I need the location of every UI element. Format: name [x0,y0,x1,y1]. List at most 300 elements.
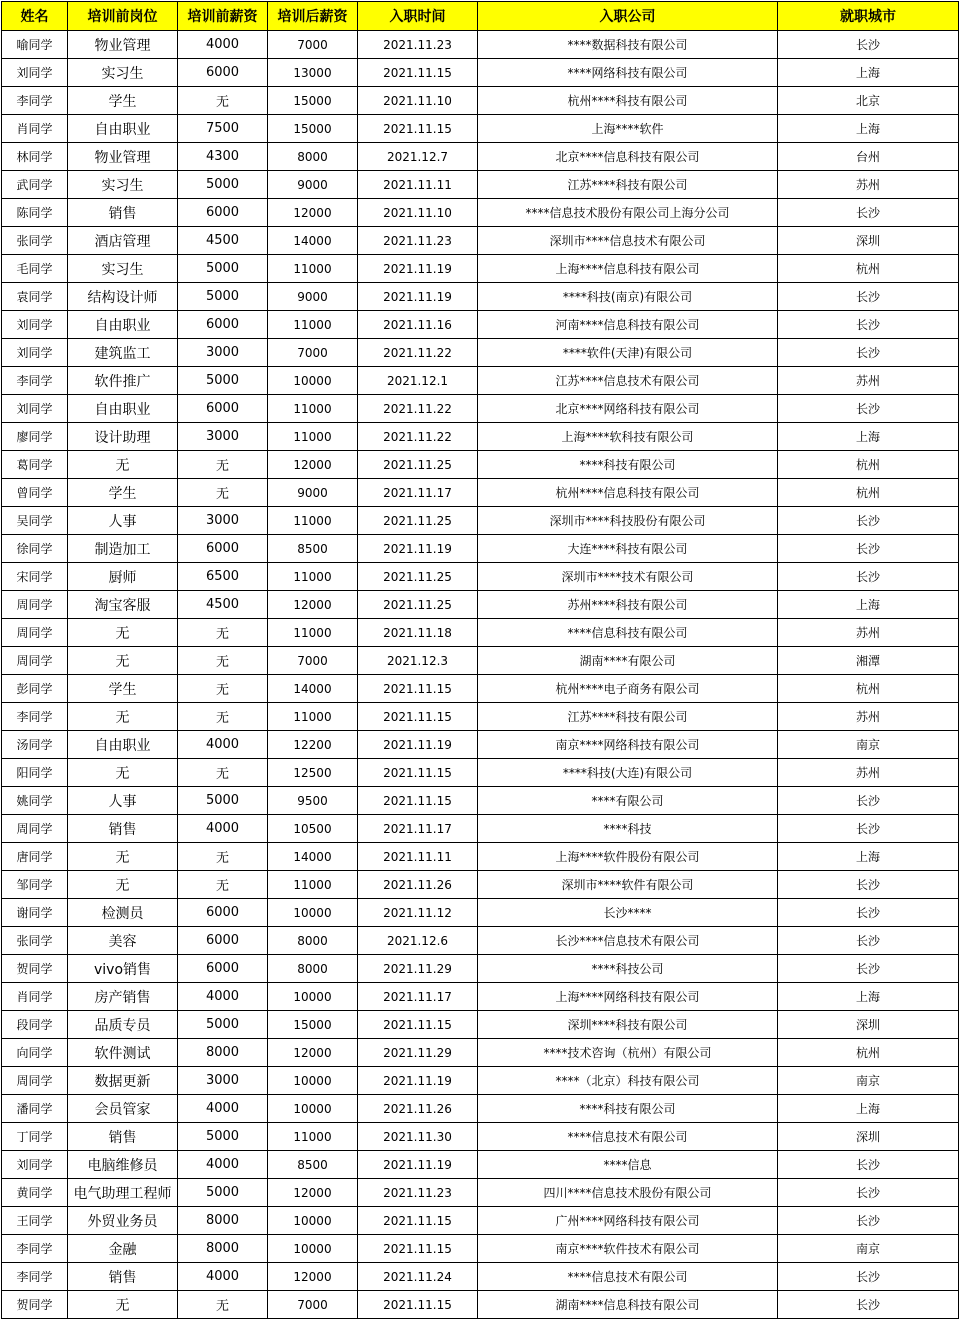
cell-company: ****有限公司 [478,787,778,815]
cell-company: 上海****网络科技有限公司 [478,983,778,1011]
cell-city: 深圳 [778,1011,959,1039]
cell-hire-date: 2021.11.11 [358,171,478,199]
cell-new-salary: 14000 [268,227,358,255]
cell-hire-date: 2021.11.22 [358,339,478,367]
cell-prev-salary: 6000 [178,955,268,983]
cell-prev-position: 销售 [68,815,178,843]
cell-new-salary: 10000 [268,1095,358,1123]
cell-company: 长沙****信息技术有限公司 [478,927,778,955]
table-row [2,1011,959,1039]
cell-hire-date: 2021.12.3 [358,647,478,675]
cell-company: 四川****信息技术股份有限公司 [478,1179,778,1207]
cell-prev-salary: 4000 [178,31,268,59]
cell-prev-position: 酒店管理 [68,227,178,255]
cell-company: 深圳****科技有限公司 [478,1011,778,1039]
cell-company: ****（北京）科技有限公司 [478,1067,778,1095]
cell-prev-salary: 无 [178,1291,268,1319]
cell-new-salary: 8000 [268,927,358,955]
cell-name: 林同学 [2,143,68,171]
cell-city: 长沙 [778,507,959,535]
cell-hire-date: 2021.11.24 [358,1263,478,1291]
cell-hire-date: 2021.11.17 [358,815,478,843]
cell-new-salary: 12000 [268,1179,358,1207]
cell-name: 武同学 [2,171,68,199]
cell-new-salary: 12000 [268,1263,358,1291]
cell-prev-salary: 5000 [178,367,268,395]
cell-company: 江苏****信息技术有限公司 [478,367,778,395]
cell-name: 喻同学 [2,31,68,59]
cell-new-salary: 15000 [268,1011,358,1039]
cell-company: 杭州****信息科技有限公司 [478,479,778,507]
cell-city: 长沙 [778,1207,959,1235]
cell-hire-date: 2021.11.15 [358,787,478,815]
cell-prev-salary: 4000 [178,983,268,1011]
cell-name: 张同学 [2,927,68,955]
cell-hire-date: 2021.11.25 [358,591,478,619]
table-row [2,647,959,675]
cell-new-salary: 11000 [268,311,358,339]
cell-name: 廖同学 [2,423,68,451]
cell-city: 长沙 [778,339,959,367]
cell-hire-date: 2021.11.17 [358,479,478,507]
cell-prev-position: 无 [68,843,178,871]
cell-prev-position: 无 [68,759,178,787]
table-row [2,787,959,815]
cell-new-salary: 15000 [268,87,358,115]
table-row [2,1067,959,1095]
cell-new-salary: 11000 [268,563,358,591]
cell-prev-salary: 3000 [178,423,268,451]
cell-company: 杭州****电子商务有限公司 [478,675,778,703]
table-row [2,199,959,227]
cell-hire-date: 2021.11.30 [358,1123,478,1151]
cell-hire-date: 2021.11.25 [358,563,478,591]
header-prev-salary: 培训前薪资 [178,2,268,31]
cell-name: 周同学 [2,815,68,843]
cell-prev-position: 人事 [68,787,178,815]
cell-prev-position: 软件推广 [68,367,178,395]
cell-new-salary: 11000 [268,255,358,283]
cell-city: 长沙 [778,563,959,591]
cell-prev-salary: 4500 [178,591,268,619]
cell-city: 上海 [778,59,959,87]
cell-prev-salary: 7500 [178,115,268,143]
cell-name: 彭同学 [2,675,68,703]
cell-name: 周同学 [2,591,68,619]
header-name: 姓名 [2,2,68,31]
cell-prev-position: 学生 [68,479,178,507]
table-row [2,1207,959,1235]
cell-new-salary: 10000 [268,1207,358,1235]
cell-prev-salary: 8000 [178,1207,268,1235]
cell-new-salary: 11000 [268,423,358,451]
table-row [2,899,959,927]
cell-company: ****科技公司 [478,955,778,983]
cell-prev-position: 学生 [68,87,178,115]
cell-prev-salary: 4300 [178,143,268,171]
cell-new-salary: 12200 [268,731,358,759]
cell-prev-salary: 5000 [178,1011,268,1039]
cell-prev-salary: 5000 [178,283,268,311]
cell-hire-date: 2021.11.12 [358,899,478,927]
cell-prev-position: 实习生 [68,171,178,199]
cell-new-salary: 14000 [268,675,358,703]
table-row [2,591,959,619]
cell-company: ****信息科技有限公司 [478,619,778,647]
cell-prev-salary: 5000 [178,1123,268,1151]
header-city: 就职城市 [778,2,959,31]
cell-new-salary: 8500 [268,535,358,563]
cell-new-salary: 12500 [268,759,358,787]
cell-company: ****技术咨询（杭州）有限公司 [478,1039,778,1067]
cell-company: 南京****软件技术有限公司 [478,1235,778,1263]
cell-company: ****科技有限公司 [478,1095,778,1123]
table-row [2,675,959,703]
table-row [2,367,959,395]
table-row [2,1151,959,1179]
cell-new-salary: 10000 [268,367,358,395]
cell-hire-date: 2021.11.16 [358,311,478,339]
cell-prev-position: 无 [68,703,178,731]
cell-name: 刘同学 [2,395,68,423]
cell-name: 葛同学 [2,451,68,479]
cell-name: 肖同学 [2,115,68,143]
table-row [2,171,959,199]
cell-new-salary: 12000 [268,1039,358,1067]
cell-hire-date: 2021.11.23 [358,1179,478,1207]
cell-hire-date: 2021.11.25 [358,451,478,479]
cell-city: 上海 [778,591,959,619]
cell-new-salary: 10000 [268,1067,358,1095]
cell-prev-salary: 6500 [178,563,268,591]
cell-city: 苏州 [778,367,959,395]
cell-company: 上海****软件股份有限公司 [478,843,778,871]
table-row [2,955,959,983]
cell-prev-salary: 无 [178,675,268,703]
cell-city: 杭州 [778,1039,959,1067]
cell-prev-salary: 无 [178,451,268,479]
header-row [2,2,959,31]
cell-city: 杭州 [778,255,959,283]
cell-prev-position: 自由职业 [68,395,178,423]
cell-prev-position: 设计助理 [68,423,178,451]
table-row [2,507,959,535]
cell-new-salary: 7000 [268,339,358,367]
cell-city: 上海 [778,423,959,451]
cell-hire-date: 2021.11.15 [358,759,478,787]
cell-prev-salary: 4500 [178,227,268,255]
cell-prev-salary: 5000 [178,1179,268,1207]
cell-name: 曾同学 [2,479,68,507]
table-row [2,815,959,843]
cell-company: 长沙**** [478,899,778,927]
cell-name: 刘同学 [2,311,68,339]
cell-hire-date: 2021.11.23 [358,31,478,59]
cell-hire-date: 2021.11.22 [358,423,478,451]
table-row [2,87,959,115]
cell-new-salary: 15000 [268,115,358,143]
cell-prev-position: 自由职业 [68,115,178,143]
cell-prev-position: 销售 [68,199,178,227]
cell-hire-date: 2021.12.7 [358,143,478,171]
cell-name: 吴同学 [2,507,68,535]
cell-prev-salary: 5000 [178,787,268,815]
cell-prev-position: 无 [68,647,178,675]
cell-new-salary: 7000 [268,647,358,675]
table-row [2,283,959,311]
cell-prev-salary: 4000 [178,1263,268,1291]
cell-prev-position: 美容 [68,927,178,955]
cell-prev-salary: 4000 [178,1095,268,1123]
cell-hire-date: 2021.11.19 [358,255,478,283]
cell-name: 唐同学 [2,843,68,871]
cell-hire-date: 2021.11.19 [358,283,478,311]
cell-city: 南京 [778,731,959,759]
cell-prev-position: 电气助理工程师 [68,1179,178,1207]
cell-hire-date: 2021.11.17 [358,983,478,1011]
cell-prev-salary: 5000 [178,171,268,199]
cell-prev-position: 学生 [68,675,178,703]
cell-city: 深圳 [778,227,959,255]
cell-prev-salary: 5000 [178,255,268,283]
cell-company: 上海****信息科技有限公司 [478,255,778,283]
cell-company: ****信息技术有限公司 [478,1263,778,1291]
cell-prev-position: 建筑监工 [68,339,178,367]
cell-prev-salary: 4000 [178,1151,268,1179]
cell-hire-date: 2021.11.26 [358,1095,478,1123]
table-row [2,339,959,367]
cell-name: 贺同学 [2,955,68,983]
cell-city: 苏州 [778,703,959,731]
cell-city: 长沙 [778,1151,959,1179]
cell-hire-date: 2021.12.1 [358,367,478,395]
cell-prev-position: 品质专员 [68,1011,178,1039]
cell-company: ****软件(天津)有限公司 [478,339,778,367]
cell-prev-salary: 3000 [178,1067,268,1095]
cell-hire-date: 2021.11.15 [358,1011,478,1039]
cell-name: 谢同学 [2,899,68,927]
cell-name: 姚同学 [2,787,68,815]
cell-city: 苏州 [778,171,959,199]
cell-prev-salary: 6000 [178,535,268,563]
table-body [2,31,959,1319]
cell-prev-position: 厨师 [68,563,178,591]
cell-company: ****网络科技有限公司 [478,59,778,87]
cell-company: ****科技(南京)有限公司 [478,283,778,311]
employment-table [1,1,959,1319]
table-row [2,143,959,171]
table-row [2,423,959,451]
cell-company: 河南****信息科技有限公司 [478,311,778,339]
cell-city: 长沙 [778,815,959,843]
table-row [2,703,959,731]
cell-prev-position: 结构设计师 [68,283,178,311]
table-row [2,255,959,283]
cell-new-salary: 7000 [268,1291,358,1319]
cell-city: 长沙 [778,1291,959,1319]
cell-city: 长沙 [778,199,959,227]
cell-new-salary: 10000 [268,1235,358,1263]
cell-name: 向同学 [2,1039,68,1067]
cell-company: 北京****网络科技有限公司 [478,395,778,423]
cell-prev-salary: 6000 [178,59,268,87]
cell-hire-date: 2021.12.6 [358,927,478,955]
cell-city: 上海 [778,1095,959,1123]
cell-prev-salary: 8000 [178,1039,268,1067]
cell-city: 杭州 [778,675,959,703]
cell-new-salary: 8500 [268,1151,358,1179]
cell-prev-salary: 无 [178,759,268,787]
cell-city: 长沙 [778,31,959,59]
cell-new-salary: 9000 [268,171,358,199]
cell-new-salary: 10000 [268,899,358,927]
cell-city: 长沙 [778,395,959,423]
cell-city: 湘潭 [778,647,959,675]
table-row [2,1291,959,1319]
table-row [2,563,959,591]
cell-hire-date: 2021.11.11 [358,843,478,871]
cell-prev-position: 数据更新 [68,1067,178,1095]
cell-city: 杭州 [778,479,959,507]
cell-prev-position: 外贸业务员 [68,1207,178,1235]
cell-name: 丁同学 [2,1123,68,1151]
cell-company: ****科技 [478,815,778,843]
header-new-salary: 培训后薪资 [268,2,358,31]
cell-prev-salary: 6000 [178,899,268,927]
cell-city: 长沙 [778,955,959,983]
cell-city: 长沙 [778,871,959,899]
cell-company: 江苏****科技有限公司 [478,703,778,731]
cell-new-salary: 12000 [268,199,358,227]
cell-new-salary: 9500 [268,787,358,815]
cell-prev-salary: 8000 [178,1235,268,1263]
table-row [2,535,959,563]
cell-new-salary: 8000 [268,955,358,983]
cell-prev-salary: 无 [178,479,268,507]
cell-name: 王同学 [2,1207,68,1235]
table-row [2,1123,959,1151]
cell-name: 刘同学 [2,1151,68,1179]
table-row [2,451,959,479]
cell-hire-date: 2021.11.19 [358,1067,478,1095]
cell-company: 湖南****有限公司 [478,647,778,675]
cell-name: 黄同学 [2,1179,68,1207]
cell-name: 潘同学 [2,1095,68,1123]
cell-name: 周同学 [2,619,68,647]
cell-company: ****信息 [478,1151,778,1179]
cell-company: 深圳市****信息技术有限公司 [478,227,778,255]
cell-company: ****科技(大连)有限公司 [478,759,778,787]
cell-name: 李同学 [2,1263,68,1291]
table-row [2,59,959,87]
cell-city: 杭州 [778,451,959,479]
cell-city: 长沙 [778,1263,959,1291]
table-row [2,759,959,787]
cell-company: 北京****信息科技有限公司 [478,143,778,171]
cell-prev-position: 金融 [68,1235,178,1263]
cell-city: 长沙 [778,899,959,927]
cell-new-salary: 12000 [268,451,358,479]
cell-prev-salary: 6000 [178,395,268,423]
cell-prev-position: 物业管理 [68,143,178,171]
cell-new-salary: 11000 [268,1123,358,1151]
cell-hire-date: 2021.11.18 [358,619,478,647]
cell-hire-date: 2021.11.15 [358,1235,478,1263]
table-row [2,731,959,759]
table-row [2,983,959,1011]
cell-prev-salary: 6000 [178,927,268,955]
cell-new-salary: 11000 [268,703,358,731]
cell-company: 南京****网络科技有限公司 [478,731,778,759]
table-row [2,1263,959,1291]
cell-city: 长沙 [778,283,959,311]
table-row [2,395,959,423]
cell-name: 宋同学 [2,563,68,591]
cell-name: 汤同学 [2,731,68,759]
cell-hire-date: 2021.11.29 [358,955,478,983]
cell-city: 苏州 [778,619,959,647]
cell-new-salary: 9000 [268,283,358,311]
cell-hire-date: 2021.11.19 [358,731,478,759]
cell-prev-position: 物业管理 [68,31,178,59]
table-row [2,479,959,507]
cell-new-salary: 10500 [268,815,358,843]
cell-company: 上海****软科技有限公司 [478,423,778,451]
cell-city: 长沙 [778,787,959,815]
cell-hire-date: 2021.11.15 [358,675,478,703]
cell-company: 深圳市****科技股份有限公司 [478,507,778,535]
cell-company: 湖南****信息科技有限公司 [478,1291,778,1319]
cell-new-salary: 11000 [268,619,358,647]
cell-prev-position: 淘宝客服 [68,591,178,619]
cell-new-salary: 11000 [268,871,358,899]
table-row [2,1039,959,1067]
cell-prev-position: 电脑维修员 [68,1151,178,1179]
cell-new-salary: 11000 [268,507,358,535]
cell-prev-position: 制造加工 [68,535,178,563]
cell-name: 阳同学 [2,759,68,787]
cell-prev-salary: 3000 [178,507,268,535]
cell-city: 长沙 [778,535,959,563]
cell-city: 长沙 [778,311,959,339]
cell-hire-date: 2021.11.10 [358,199,478,227]
header-hire-date: 入职时间 [358,2,478,31]
cell-company: 上海****软件 [478,115,778,143]
cell-company: 苏州****科技有限公司 [478,591,778,619]
cell-prev-salary: 无 [178,871,268,899]
cell-name: 李同学 [2,87,68,115]
cell-city: 上海 [778,115,959,143]
cell-company: 江苏****科技有限公司 [478,171,778,199]
cell-prev-salary: 4000 [178,731,268,759]
cell-name: 肖同学 [2,983,68,1011]
cell-hire-date: 2021.11.22 [358,395,478,423]
table-row [2,843,959,871]
cell-city: 深圳 [778,1123,959,1151]
cell-name: 陈同学 [2,199,68,227]
cell-prev-salary: 6000 [178,311,268,339]
cell-prev-salary: 无 [178,843,268,871]
cell-new-salary: 12000 [268,591,358,619]
cell-name: 周同学 [2,1067,68,1095]
cell-company: 杭州****科技有限公司 [478,87,778,115]
cell-name: 袁同学 [2,283,68,311]
cell-new-salary: 10000 [268,983,358,1011]
table-row [2,311,959,339]
cell-prev-salary: 4000 [178,815,268,843]
cell-name: 段同学 [2,1011,68,1039]
table-row [2,619,959,647]
